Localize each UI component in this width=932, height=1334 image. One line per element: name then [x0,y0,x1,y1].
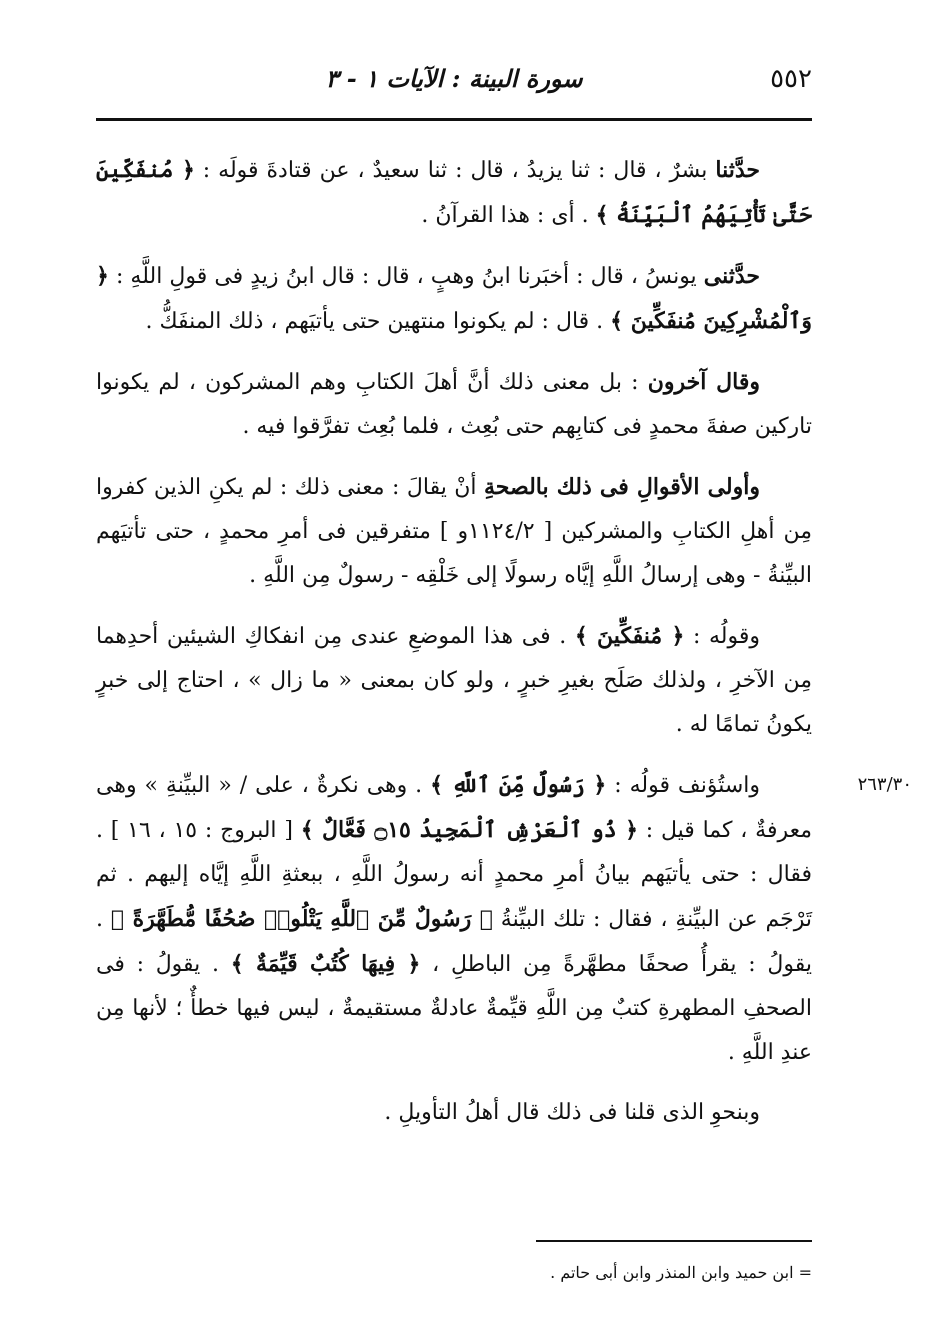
paragraph-text: وقولُه : [684,624,761,649]
lead-word: حدَّثنى [703,263,760,289]
footnote: = ابن حميد وابن المنذر وابن أبى حاتم . [550,1263,812,1282]
paragraph-text: أنْ يقالَ : معنى ذلك : لم يكنِ الذين كفروا مِن أهلِ الكتابِ والمشركين [ ١١٢٤/٢و ] متفرقين فى أمرِ محمدٍ ، حتى تأتيَهم البيِّنةُ - وهى إرسالُ اللَّهِ إيَّاه رسولًا إلى خَلْقِه - رسولٌ مِن اللَّهِ . [96,475,812,588]
header-rule [96,118,812,121]
paragraph-1 [96,148,812,238]
paragraph-text: . يقولُ : يقرأُ صحفًا مطهَّرةً مِن الباطلِ ، [96,907,812,977]
quran-quote: ﴿ مُنفَكِّينَ حَتَّىٰ تَأْتِيَهُمُ ٱلْبَيِّنَةُ ﴾ [96,157,812,228]
page-number: ٥٥٢ [770,64,812,94]
lead-word: حدَّثنا [715,157,760,183]
paragraph-text: بشرٌ ، قال : ثنا يزيدُ ، قال : ثنا سعيدٌ ، عن قتادةَ قولَه : [194,158,716,183]
paragraph-2 [96,254,812,344]
paragraph-5 [96,614,812,747]
quran-quote: ﴿ ذُو ٱلْعَرْشِ ٱلْمَجِيدُ ۝١٥ فَعَّالٌ ﴾ [300,817,639,843]
quran-quote: ﴿ وَٱلْمُشْرِكِينَ مُنفَكِّينَ ﴾ [96,263,812,334]
paragraph-text: [ البروج : ١٥ ، ١٦ ] . فقال : حتى يأتيَهم بيانُ أمرِ محمدٍ أنه رسولُ اللَّهِ ، ببعثةِ اللَّهِ إيَّاه إليهم . ثم تَرْجَم عن البيِّنةِ ، فقال : تلك البيِّنةُ [96,818,812,932]
lead-word: وأولى الأقوالِ فى ذلك بالصحةِ [484,474,760,500]
paragraph-tail: . أى : هذا القرآنُ . [421,203,596,228]
lead-word: وقال آخرون [647,369,760,395]
paragraph-3 [96,360,812,449]
paragraph-closing: وبنحوِ الذى قلنا فى ذلك قال أهلُ التأويلِ . [384,1100,760,1125]
footnote-rule [536,1240,812,1242]
quran-quote: ﴿ مُنفَكِّينَ ﴾ [574,623,685,649]
quran-quote: ﴿ رَسُولٌ مِّنَ ٱللَّهِ يَتْلُوا۟ صُحُفًا مُّطَهَّرَةً ﴾ [110,906,493,932]
page-header [96,60,812,108]
running-title: سورة البينة : الآيات ١ - ٣ [325,64,583,93]
main-text [96,148,912,1151]
paragraph-text: : بل معنى ذلك أنَّ أهلَ الكتابِ وهم المشركون ، لم يكونوا تاركين صفةَ محمدٍ فى كتابِهم حتى بُعِث ، فلما بُعِث تفرَّقوا فيه . [96,370,812,439]
paragraph-4 [96,465,812,598]
paragraph-text: يونسُ ، قال : أخبَرنا ابنُ وهبٍ ، قال : قال ابنُ زيدٍ فى قولِ اللَّهِ : [108,264,704,289]
paragraph-text: واستُؤنف قولُه : [606,773,760,798]
quran-quote: ﴿ رَسُولٌ مِّنَ ٱللَّهِ ﴾ [430,772,607,798]
paragraph-text: . يقولُ : فى الصحفِ المطهرةِ كتبٌ مِن اللَّهِ قيِّمةٌ عادلةٌ مستقيمةٌ ، ليس فيها خطأٌ ؛ لأنها مِن عندِ اللَّهِ . [96,952,812,1065]
margin-reference: ٢٦٣/٣٠ [857,774,912,795]
paragraph-tail: . فى هذا الموضعِ عندى مِن انفكاكِ الشيئين أحدِهما مِن الآخرِ ، ولذلك صَلَح بغيرِ خبرٍ ، ولو كان بمعنى « ما زال » ، احتاج إلى خبرٍ يكونُ تمامًا له . [96,624,812,737]
paragraph-text: . وهى نكرةٌ ، على / « البيِّنةِ » وهى معرفةٌ ، كما قيل : [96,773,813,843]
paragraph-tail: . قال : لم يكونوا منتهين حتى يأتيَهم ، ذلك المنفَكُّ . [145,309,611,334]
quran-quote: ﴿ فِيهَا كُتُبٌ قَيِّمَةٌ ﴾ [230,951,421,977]
paragraph-6 [96,763,912,1075]
